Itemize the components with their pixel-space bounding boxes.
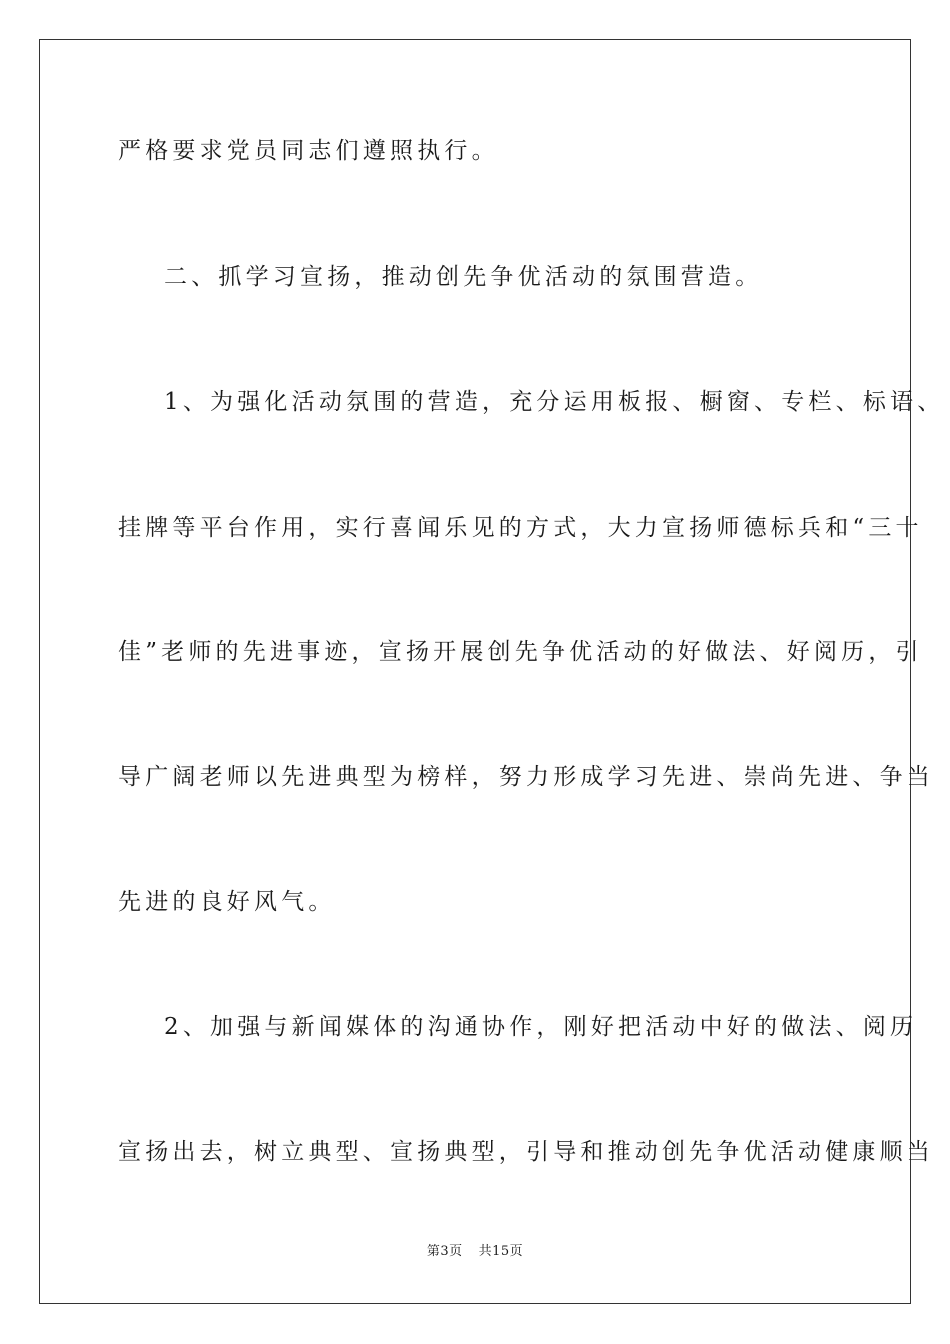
- page-total: 共15页: [478, 1244, 524, 1259]
- section-heading-2: 二、抓学习宣扬，推动创先争优活动的氛围营造。: [164, 264, 763, 290]
- paragraph-line-8: 2、加强与新闻媒体的沟通协作，刚好把活动中好的做法、阅历: [164, 1014, 918, 1040]
- paragraph-line-3: 1、为强化活动氛围的营造，充分运用板报、橱窗、专栏、标语、: [164, 389, 945, 415]
- page-number: 第3页: [426, 1244, 463, 1259]
- paragraph-line-5: 佳”老师的先进事迹，宣扬开展创先争优活动的好做法、好阅历，引: [118, 639, 923, 665]
- page-footer: [0, 1243, 950, 1261]
- paragraph-line-1: 严格要求党员同志们遵照执行。: [118, 138, 499, 164]
- page-border: [39, 39, 911, 1304]
- paragraph-line-4: 挂牌等平台作用，实行喜闻乐见的方式，大力宣扬师德标兵和“三十: [118, 515, 923, 541]
- paragraph-line-7: 先进的良好风气。: [118, 889, 336, 915]
- paragraph-line-6: 导广阔老师以先进典型为榜样，努力形成学习先进、崇尚先进、争当: [118, 764, 934, 790]
- paragraph-line-9: 宣扬出去，树立典型、宣扬典型，引导和推动创先争优活动健康顺当: [118, 1139, 934, 1165]
